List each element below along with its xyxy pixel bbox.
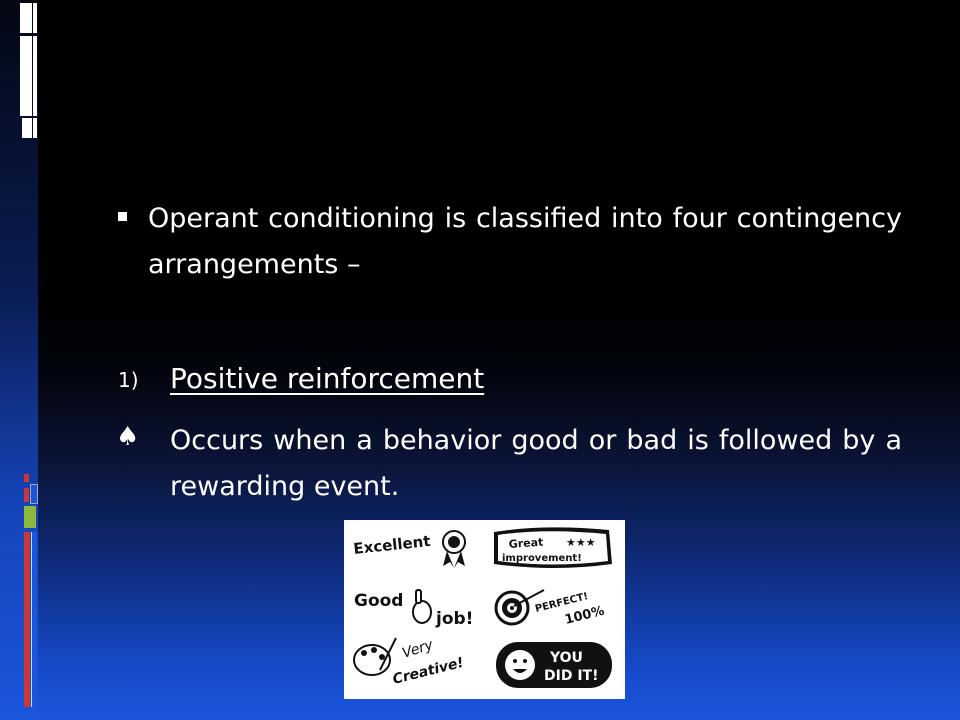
stars-icon: ★★★ xyxy=(566,536,596,549)
percent-text: 100% xyxy=(563,603,606,628)
stickers-svg xyxy=(344,520,625,699)
job-text: job! xyxy=(436,609,474,629)
perfect-text: PERFECT! xyxy=(534,591,590,615)
accent-bar-blue-long xyxy=(31,532,37,707)
very-text: Very xyxy=(400,636,436,662)
decor-bars-svg xyxy=(0,0,38,150)
white-decor-bars xyxy=(0,0,38,150)
improvement-text: improvement! xyxy=(502,553,582,564)
spade-bullet-icon: ♠ xyxy=(116,422,140,452)
you-text: YOU xyxy=(550,650,583,666)
reward-stickers-image xyxy=(344,520,625,699)
great-improvement-sticker xyxy=(494,527,612,568)
accent-bar-red-top xyxy=(24,474,29,482)
sub-bullet-text: Occurs when a behavior good or bad is followed by a rewarding event. xyxy=(170,425,902,502)
accent-bar-blue xyxy=(30,484,38,504)
good-text: Good xyxy=(354,591,404,611)
good-job-sticker xyxy=(354,590,473,629)
perfect-sticker xyxy=(496,590,606,628)
accent-bar-red-long xyxy=(24,532,30,707)
bullet-square-icon xyxy=(118,212,127,221)
did-it-text: DID IT! xyxy=(544,668,599,684)
excellent-text: Excellent xyxy=(352,531,432,558)
positive-reinforcement-heading: Positive reinforcement xyxy=(170,362,485,395)
great-text: Great xyxy=(508,535,544,551)
excellent-sticker xyxy=(353,531,465,568)
accent-bar-green xyxy=(24,506,36,528)
creative-text: Creative! xyxy=(391,654,466,688)
main-bullet-text: Operant conditioning is classified into four contingency arrangements – xyxy=(148,203,902,280)
accent-bar-red-mid xyxy=(24,488,29,502)
very-creative-sticker xyxy=(354,637,465,688)
you-did-it-sticker xyxy=(496,642,612,688)
list-number: 1) xyxy=(118,368,139,392)
